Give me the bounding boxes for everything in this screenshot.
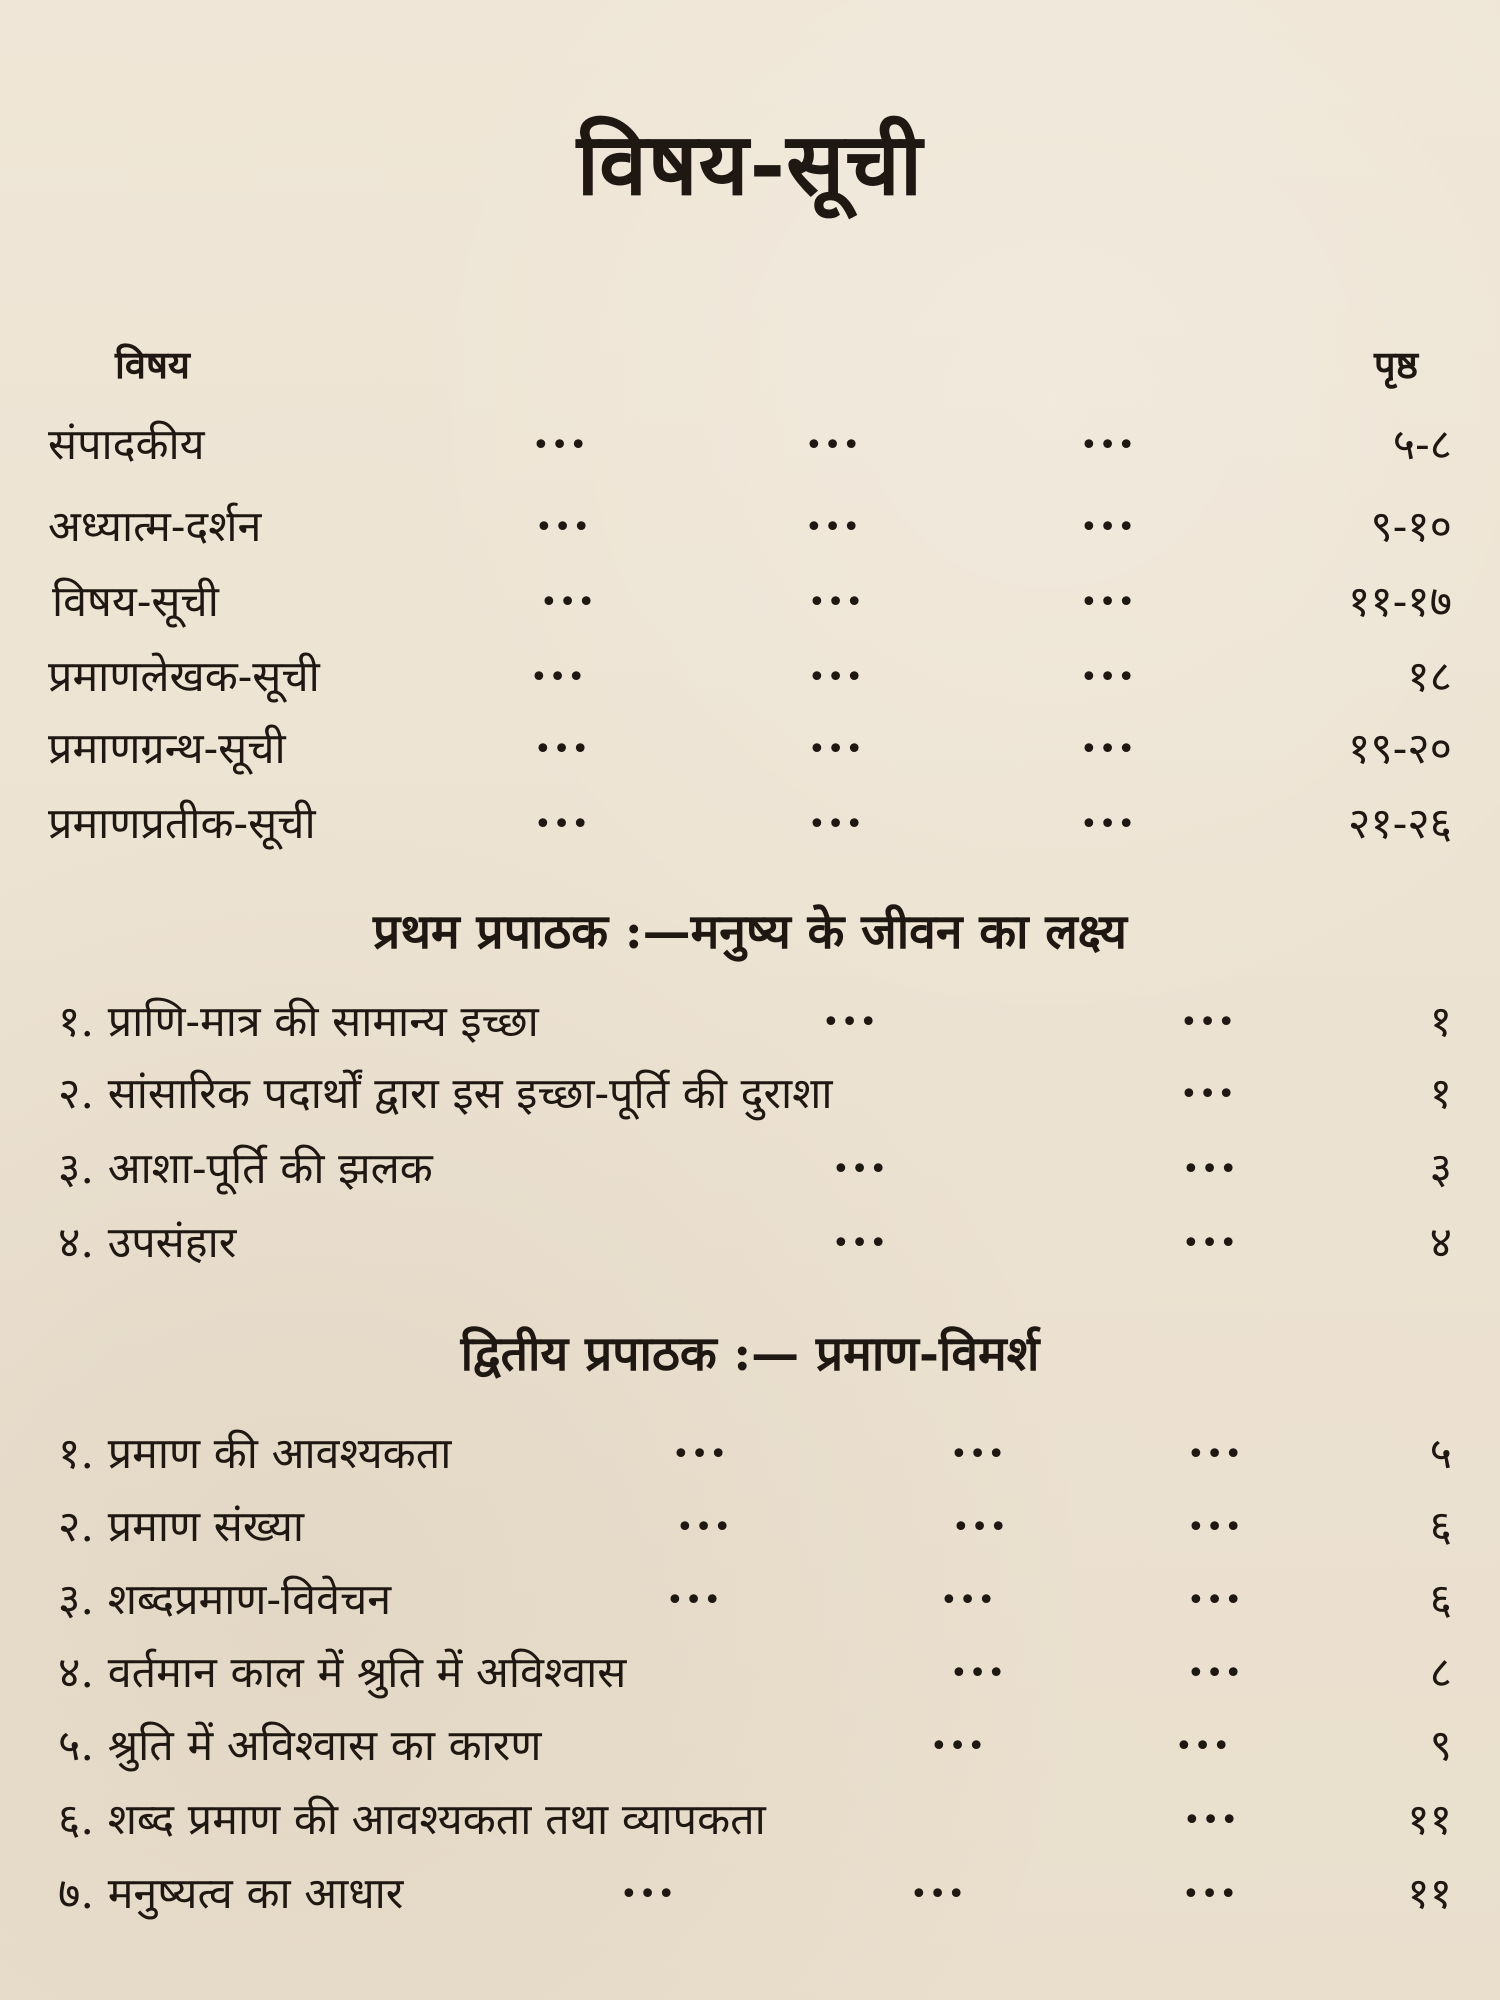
toc-item-label: प्रमाणप्रतीक-सूची [48,799,316,849]
leader-dots: ••• [540,585,597,620]
toc-item-label: ४. उपसंहार [58,1218,237,1268]
page-number: १ [1429,997,1452,1047]
toc-item-label: १. प्रमाण की आवश्यकता [58,1429,452,1479]
toc-row [0,1430,1500,1490]
toc-item-label: २. सांसारिक पदार्थों द्वारा इस इच्छा-पूर्ति की दुराशा [58,1069,833,1119]
toc-row [0,998,1500,1058]
leader-dots: ••• [1080,807,1137,842]
toc-row [0,725,1500,785]
leader-dots: ••• [808,732,865,767]
toc-row [0,1070,1500,1130]
leader-dots: ••• [805,428,862,463]
page-header: पृष्ठ [1374,342,1418,387]
toc-row [0,1503,1500,1563]
toc-row [0,1870,1500,1930]
leader-dots: ••• [666,1583,723,1618]
leader-dots: ••• [535,510,592,545]
toc-item-label: ३. आशा-पूर्ति की झलक [58,1144,433,1194]
page-number: १८ [1407,652,1452,702]
page-number: ५-८ [1392,420,1452,470]
leader-dots: ••• [1187,1437,1244,1472]
leader-dots: ••• [1080,732,1137,767]
leader-dots: ••• [1183,1803,1240,1838]
leader-dots: ••• [1080,585,1137,620]
leader-dots: ••• [672,1437,729,1472]
leader-dots: ••• [1182,1152,1239,1187]
page-number: ५ [1429,1429,1452,1479]
toc-item-label: संपादकीय [48,420,205,470]
toc-item-label: विषय-सूची [52,577,219,627]
page-number: ९-१० [1370,502,1452,552]
toc-row [0,1796,1500,1856]
section-heading-2: द्वितीय प्रपाठक :— प्रमाण-विमर्श [460,1326,1040,1382]
toc-row [0,1722,1500,1782]
toc-item-label: ६. शब्द प्रमाण की आवश्यकता तथा व्यापकता [58,1795,766,1845]
toc-item-label: ४. वर्तमान काल में श्रुति में अविश्वास [58,1648,627,1698]
toc-item-label: अध्यात्म-दर्शन [48,502,262,552]
toc-item-label: ५. श्रुति में अविश्वास का कारण [58,1721,542,1771]
toc-item-label: ३. शब्दप्रमाण-विवेचन [58,1575,392,1625]
leader-dots: ••• [1187,1656,1244,1691]
page-number: ६ [1429,1575,1452,1625]
leader-dots: ••• [950,1656,1007,1691]
toc-row [0,1649,1500,1709]
page-number: ११ [1407,1795,1452,1845]
toc-item-label: प्रमाणलेखक-सूची [48,652,320,702]
toc-item-label: प्रमाणग्रन्थ-सूची [48,724,286,774]
page-number: ३ [1429,1144,1452,1194]
leader-dots: ••• [808,807,865,842]
leader-dots: ••• [1080,660,1137,695]
leader-dots: ••• [1180,1077,1237,1112]
page-number: १९-२० [1348,724,1452,774]
toc-row [0,1219,1500,1279]
topic-header: विषय [115,342,190,387]
toc-row [0,1145,1500,1205]
leader-dots: ••• [1080,428,1137,463]
leader-dots: ••• [534,807,591,842]
toc-row [0,800,1500,860]
toc-item-label: १. प्राणि-मात्र की सामान्य इच्छा [58,997,539,1047]
leader-dots: ••• [1187,1510,1244,1545]
leader-dots: ••• [832,1226,889,1261]
toc-item-label: २. प्रमाण संख्या [58,1502,305,1552]
leader-dots: ••• [1175,1729,1232,1764]
leader-dots: ••• [534,732,591,767]
leader-dots: ••• [910,1877,967,1912]
page-number: ८ [1429,1648,1452,1698]
leader-dots: ••• [930,1729,987,1764]
leader-dots: ••• [940,1583,997,1618]
page-number: ९ [1429,1721,1452,1771]
toc-row [0,578,1500,638]
leader-dots: ••• [620,1877,677,1912]
toc-row [0,653,1500,713]
leader-dots: ••• [808,660,865,695]
leader-dots: ••• [805,510,862,545]
leader-dots: ••• [822,1005,879,1040]
page-number: २१-२६ [1348,799,1452,849]
leader-dots: ••• [808,585,865,620]
toc-item-label: ७. मनुष्यत्व का आधार [58,1869,404,1919]
leader-dots: ••• [532,428,589,463]
section-heading-1: प्रथम प्रपाठक :—मनुष्य के जीवन का लक्ष्य [373,904,1127,960]
leader-dots: ••• [832,1152,889,1187]
page-title: विषय-सूची [576,114,924,215]
leader-dots: ••• [950,1437,1007,1472]
leader-dots: ••• [952,1510,1009,1545]
toc-row [0,1576,1500,1636]
page-number: १ [1429,1069,1452,1119]
toc-row [0,503,1500,563]
leader-dots: ••• [676,1510,733,1545]
leader-dots: ••• [1182,1877,1239,1912]
leader-dots: ••• [530,660,587,695]
page-number: ४ [1429,1218,1452,1268]
leader-dots: ••• [1180,1005,1237,1040]
toc-row [0,421,1500,481]
page-number: ११ [1407,1869,1452,1919]
leader-dots: ••• [1187,1583,1244,1618]
leader-dots: ••• [1182,1226,1239,1261]
page-number: ११-१७ [1348,577,1452,627]
page-number: ६ [1429,1502,1452,1552]
leader-dots: ••• [1080,510,1137,545]
